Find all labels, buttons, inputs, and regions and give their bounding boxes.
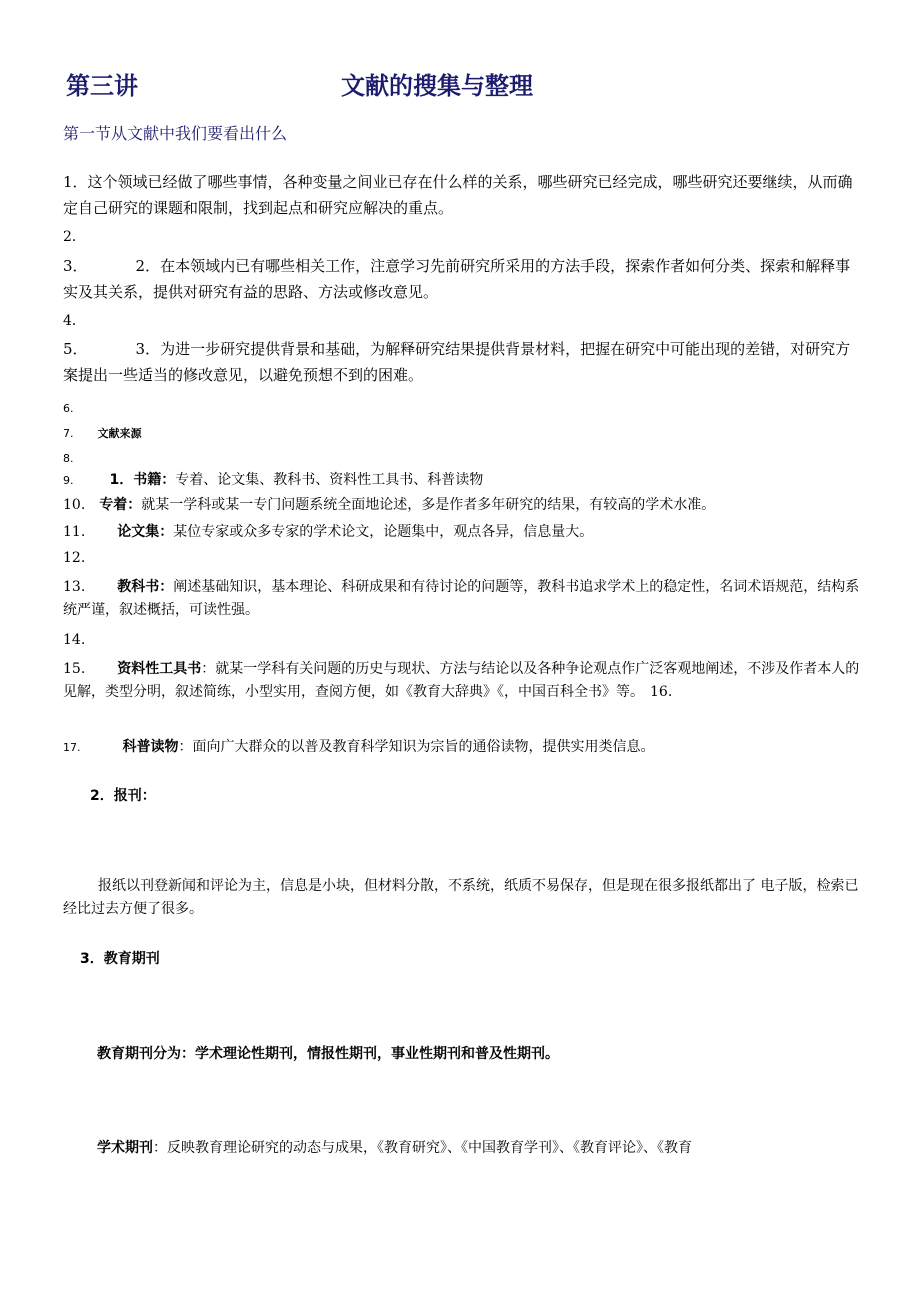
list-item-9 (63, 469, 483, 489)
list-number: 6. (63, 402, 74, 415)
list-number: 2． (135, 257, 161, 275)
newspapers-paragraph: 报纸以刊登新闻和评论为主，信息是小块，但材料分散，不系统，纸质不易保存，但是现在很多报纸都出了 电子版，检索已经比过去方便了很多。 (63, 878, 859, 917)
journals-heading: 3．教育期刊 (80, 951, 160, 967)
list-item-17 (63, 736, 655, 756)
term-label: 科普读物 (122, 739, 179, 755)
list-item-15 (63, 658, 868, 704)
list-item-7 (63, 425, 142, 441)
term-label: 教科书： (117, 579, 174, 595)
list-item-11 (63, 521, 593, 541)
list-number: 17. (63, 741, 81, 754)
list-number: 16. (650, 684, 673, 700)
lecture-number: 第三讲 (66, 72, 138, 100)
list-number: 5． (63, 340, 88, 358)
list-item-13 (63, 576, 868, 622)
list-number: 7. (63, 427, 74, 440)
list-number: 8. (63, 452, 74, 465)
list-number: 14. (63, 632, 86, 648)
term-text: 阐述基础知识，基本理论、科研成果和有待讨论的问题等，教科书追求学术上的稳定性，名词术语规范，结构系统严谨，叙述概括，可读性强。 (63, 579, 860, 618)
books-heading: ．书籍： (119, 472, 176, 488)
term-label: 专着： (99, 497, 142, 513)
lecture-title: 文献的搜集与整理 (341, 72, 533, 100)
list-number: 11. (63, 524, 86, 540)
list-number: 15. (63, 661, 86, 677)
list-number: 10. (63, 497, 86, 513)
term-text: ：面向广大群众的以普及教育科学知识为宗旨的通俗读物，提供实用类信息。 (178, 739, 655, 755)
term-text: 某位专家或众多专家的学术论文，论题集中，观点各异，信息量大。 (173, 524, 594, 540)
newspapers-heading: 2．报刊： (90, 788, 156, 804)
list-number: 12. (63, 550, 86, 566)
term-label: 资料性工具书 (117, 661, 202, 677)
paragraph-text: 这个领域已经做了哪些事情，各种变量之间业已存在什么样的关系，哪些研究已经完成，哪些研究还要继续，从而确定自己研究的课题和限制，找到起点和研究应解决的重点。 (63, 173, 853, 217)
list-number: 13. (63, 579, 86, 595)
term-text: ：反映教育理论研究的动态与成果，《教育研究》、《中国教育学刊》、《教育评论》、《教育 (153, 1140, 692, 1156)
term-label: 学术期刊 (97, 1140, 153, 1156)
list-number: 3． (63, 257, 88, 275)
paragraph-2 (63, 253, 858, 305)
academic-journals (97, 1137, 692, 1157)
list-number: 3． (135, 340, 161, 358)
term-text: ：就某一学科有关问题的历史与现状、方法与结论以及各种争论观点作广泛客观地阐述，不涉及作者本人的见解，类型分明，叙述简练，小型实用，查阅方便，如《教育大辞典》《，中国百科全书》等。 (63, 661, 860, 700)
section-heading: 第一节从文献中我们要看出什么 (63, 124, 288, 143)
list-number: 4． (63, 313, 86, 329)
paragraph-3 (63, 336, 858, 388)
list-number: 1． (63, 173, 88, 191)
list-item-10 (63, 494, 715, 514)
item-number: 1 (109, 472, 120, 488)
paragraph-text: 为进一步研究提供背景和基础，为解释研究结果提供背景材料，把握在研究中可能出现的差错，对研究方案提出一些适当的修改意见，以避免预想不到的困难。 (63, 340, 851, 384)
sources-heading: 文献来源 (97, 427, 142, 440)
paragraph-text: 在本领域内已有哪些相关工作，注意学习先前研究所采用的方法手段，探索作者如何分类、探索和解释事实及其关系，提供对研究有益的思路、方法或修改意见。 (63, 257, 851, 301)
term-text: 就某一学科或某一专门问题系统全面地论述，多是作者多年研究的结果，有较高的学术水准。 (141, 497, 716, 513)
paragraph-1 (63, 169, 858, 221)
list-number: 9. (63, 474, 74, 487)
journal-types: 教育期刊分为：学术理论性期刊，情报性期刊，事业性期刊和普及性期刊。 (97, 1046, 559, 1062)
list-number: 2． (63, 229, 86, 245)
books-types: 专着、论文集、教科书、资料性工具书、科普读物 (175, 472, 484, 488)
term-label: 论文集： (117, 524, 174, 540)
